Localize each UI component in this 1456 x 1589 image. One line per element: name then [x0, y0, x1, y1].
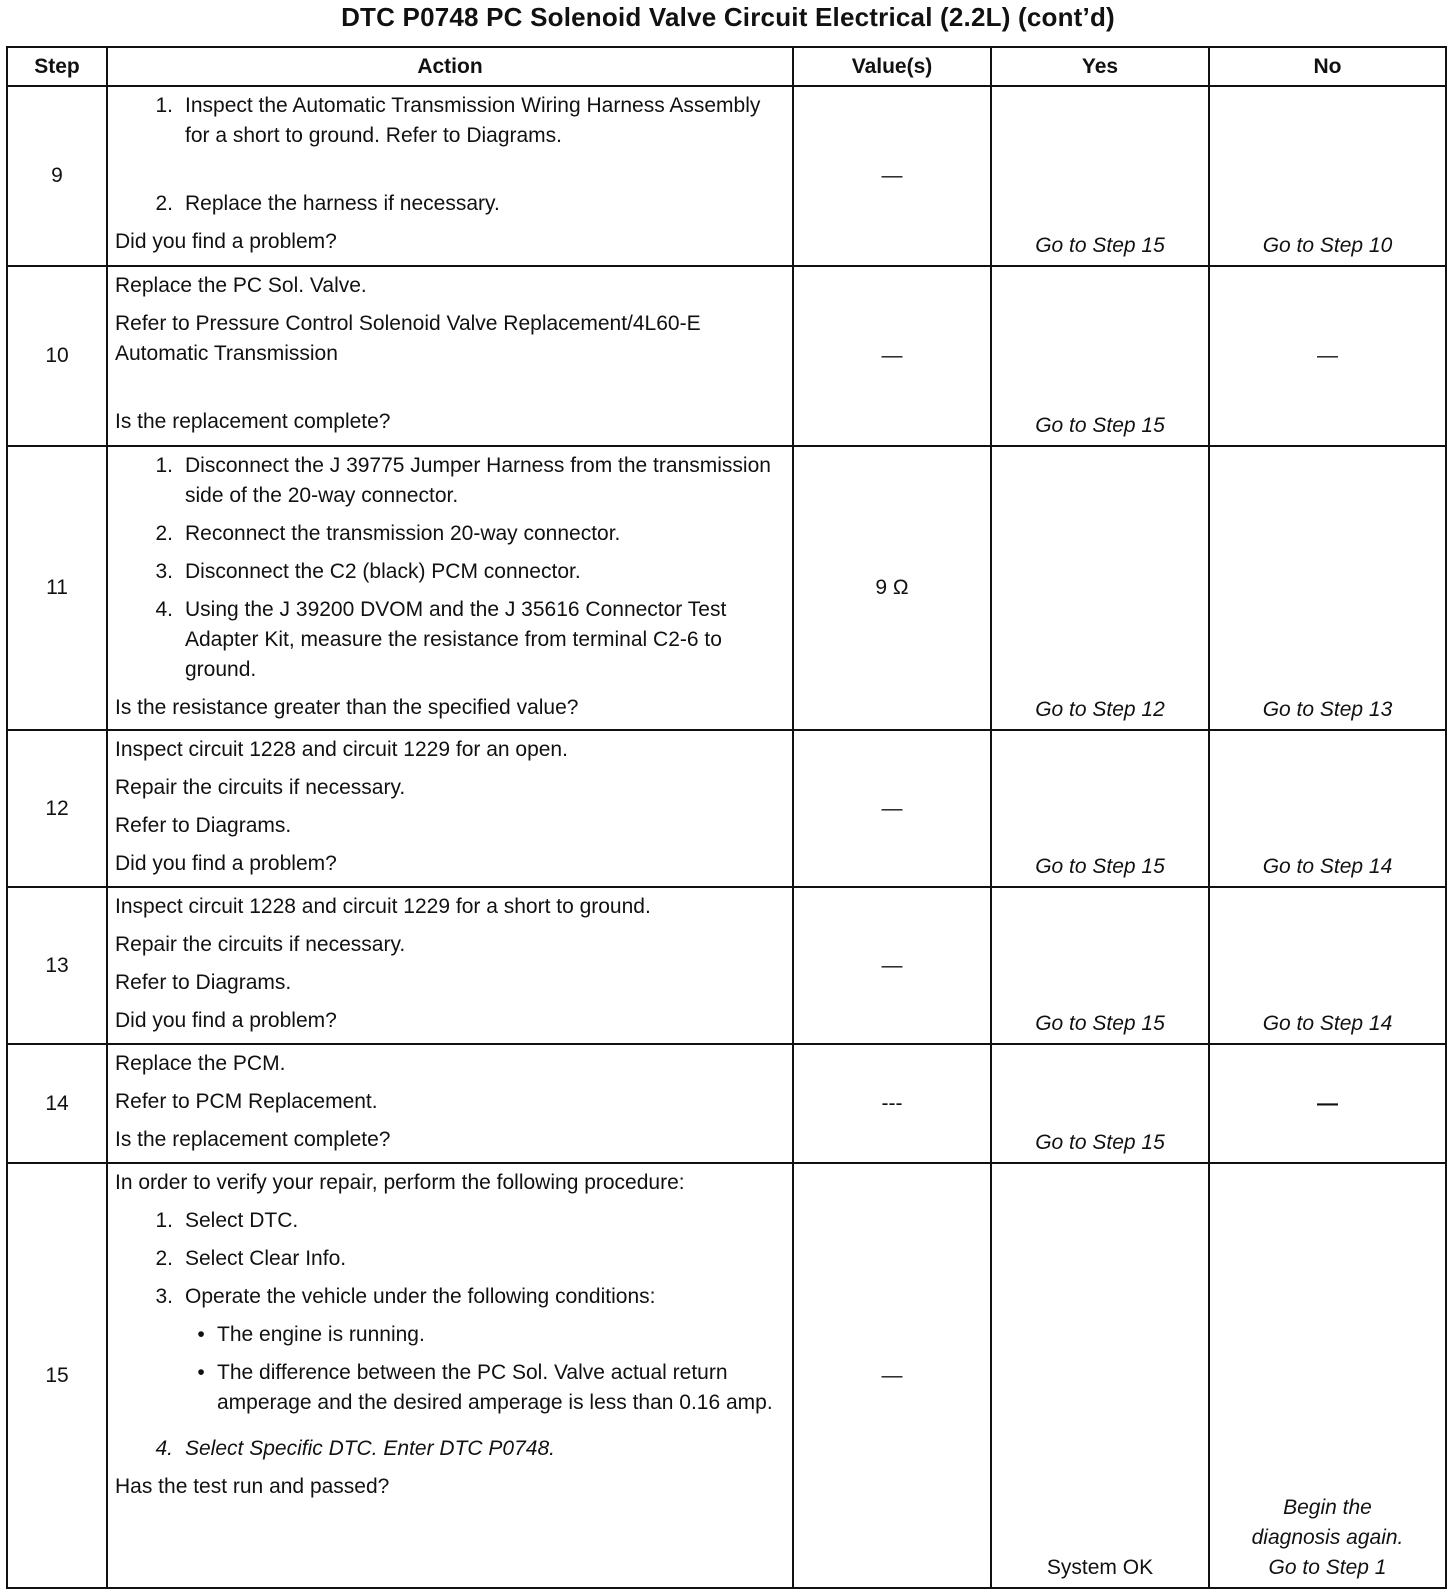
- action-text: Repair the circuits if necessary.: [115, 933, 406, 956]
- step-number: 15: [7, 1163, 107, 1588]
- step-number: 12: [7, 730, 107, 887]
- action-text: Inspect the Automatic Transmission Wiring Harness Assembly for a short to ground. Refer to Diagrams.: [185, 94, 761, 147]
- no-cell: —: [1209, 266, 1446, 446]
- action-cell: [107, 887, 793, 1044]
- action-text: Refer to Diagrams.: [115, 971, 292, 994]
- action-text: Replace the PCM.: [115, 1052, 286, 1075]
- no-text: Go to Step 1: [1268, 1556, 1387, 1579]
- list-item: 2. Reconnect the transmission 20-way connector.: [115, 519, 784, 549]
- question-text: Did you find a problem?: [115, 1009, 337, 1032]
- list-item: 4. Select Specific DTC. Enter DTC P0748.: [115, 1434, 784, 1464]
- list-item: 1. Inspect the Automatic Transmission Wiring Harness Assembly for a short to ground. Refer to Diagrams.: [115, 91, 784, 151]
- bullet-text: The difference between the PC Sol. Valve actual return amperage and the desired amperage is less than 0.16 amp.: [217, 1361, 773, 1414]
- action-text: In order to verify your repair, perform the following procedure:: [115, 1171, 685, 1194]
- action-text: Refer to Diagrams.: [115, 814, 292, 837]
- table-row-step-10: [7, 266, 1446, 446]
- action-cell: [107, 730, 793, 887]
- step-number: 9: [7, 86, 107, 266]
- action-text: Select Specific DTC. Enter DTC P0748.: [185, 1437, 555, 1460]
- table-row-step-11: [7, 446, 1446, 730]
- value-cell: —: [793, 887, 991, 1044]
- value-cell: —: [793, 730, 991, 887]
- step-number: 11: [7, 446, 107, 730]
- bullet-item: • The engine is running.: [185, 1320, 784, 1350]
- value-cell: —: [793, 86, 991, 266]
- yes-cell: Go to Step 15: [991, 730, 1209, 887]
- action-text: Using the J 39200 DVOM and the J 35616 Connector Test Adapter Kit, measure the resistance from terminal C2-6 to ground.: [185, 598, 727, 681]
- yes-cell: Go to Step 15: [991, 86, 1209, 266]
- action-cell: [107, 1163, 793, 1588]
- no-cell: Go to Step 14: [1209, 730, 1446, 887]
- action-text: Disconnect the C2 (black) PCM connector.: [185, 560, 581, 583]
- question-text: Did you find a problem?: [115, 852, 337, 875]
- no-cell: —: [1209, 1044, 1446, 1163]
- header-yes: Yes: [991, 47, 1209, 86]
- action-text: Repair the circuits if necessary.: [115, 776, 406, 799]
- list-item: 2. Select Clear Info.: [115, 1244, 784, 1274]
- action-text: Replace the harness if necessary.: [185, 192, 500, 215]
- list-item: 2. Replace the harness if necessary.: [115, 189, 784, 219]
- value-cell: —: [793, 1163, 991, 1588]
- yes-cell: Go to Step 15: [991, 1044, 1209, 1163]
- action-cell: [107, 266, 793, 446]
- action-text: Refer to Pressure Control Solenoid Valve Replacement/4L60-E Automatic Transmission: [115, 312, 701, 365]
- list-item: 3. Operate the vehicle under the following conditions: • The engine is running. • The difference between the PC Sol. Valve actual return amperage and the desired amperage is less than 0.16 amp.: [115, 1282, 784, 1426]
- value-cell: 9 Ω: [793, 446, 991, 730]
- header-no: No: [1209, 47, 1446, 86]
- yes-cell: System OK: [991, 1163, 1209, 1588]
- action-text: Select DTC.: [185, 1209, 299, 1232]
- action-cell: [107, 86, 793, 266]
- action-text: Operate the vehicle under the following conditions:: [185, 1285, 656, 1308]
- page-title: DTC P0748 PC Solenoid Valve Circuit Electrical (2.2L) (cont’d): [341, 2, 1115, 32]
- action-cell: [107, 1044, 793, 1163]
- action-text: Inspect circuit 1228 and circuit 1229 for an open.: [115, 738, 568, 761]
- list-item: 1. Select DTC.: [115, 1206, 784, 1236]
- action-text: Refer to PCM Replacement.: [115, 1090, 378, 1113]
- no-text: diagnosis again.: [1251, 1526, 1404, 1549]
- header-step: Step: [7, 47, 107, 86]
- action-text: Replace the PC Sol. Valve.: [115, 274, 367, 297]
- no-cell: [1209, 1163, 1446, 1588]
- value-cell: ---: [793, 1044, 991, 1163]
- diagnostic-table: [6, 46, 1447, 1589]
- question-text: Is the replacement complete?: [115, 410, 391, 433]
- yes-cell: Go to Step 12: [991, 446, 1209, 730]
- step-number: 13: [7, 887, 107, 1044]
- step-number: 14: [7, 1044, 107, 1163]
- list-item: 3. Disconnect the C2 (black) PCM connector.: [115, 557, 784, 587]
- action-text: Reconnect the transmission 20-way connector.: [185, 522, 621, 545]
- header-action: Action: [107, 47, 793, 86]
- question-text: Did you find a problem?: [115, 230, 337, 253]
- question-text: Is the replacement complete?: [115, 1128, 391, 1151]
- header-values: Value(s): [793, 47, 991, 86]
- question-text: Is the resistance greater than the specified value?: [115, 696, 579, 719]
- list-item: 4. Using the J 39200 DVOM and the J 35616 Connector Test Adapter Kit, measure the resistance from terminal C2-6 to ground.: [115, 595, 784, 685]
- bullet-item: • The difference between the PC Sol. Valve actual return amperage and the desired amperage is less than 0.16 amp.: [185, 1358, 784, 1418]
- no-text: Begin the: [1283, 1496, 1372, 1519]
- yes-cell: Go to Step 15: [991, 266, 1209, 446]
- action-text: Disconnect the J 39775 Jumper Harness from the transmission side of the 20-way connector.: [185, 454, 771, 507]
- table-row-step-15: [7, 1163, 1446, 1588]
- list-item: 1. Disconnect the J 39775 Jumper Harness from the transmission side of the 20-way connector.: [115, 451, 784, 511]
- table-row-step-14: [7, 1044, 1446, 1163]
- yes-cell: Go to Step 15: [991, 887, 1209, 1044]
- table-row-step-9: [7, 86, 1446, 266]
- no-cell: Go to Step 14: [1209, 887, 1446, 1044]
- action-cell: [107, 446, 793, 730]
- bullet-text: The engine is running.: [217, 1323, 425, 1346]
- no-cell: Go to Step 10: [1209, 86, 1446, 266]
- action-text: Select Clear Info.: [185, 1247, 347, 1270]
- step-number: 10: [7, 266, 107, 446]
- table-row-step-13: [7, 887, 1446, 1044]
- table-header-row: [7, 47, 1446, 86]
- action-text: Inspect circuit 1228 and circuit 1229 for a short to ground.: [115, 895, 651, 918]
- no-cell: Go to Step 13: [1209, 446, 1446, 730]
- table-row-step-12: [7, 730, 1446, 887]
- question-text: Has the test run and passed?: [115, 1475, 390, 1498]
- value-cell: —: [793, 266, 991, 446]
